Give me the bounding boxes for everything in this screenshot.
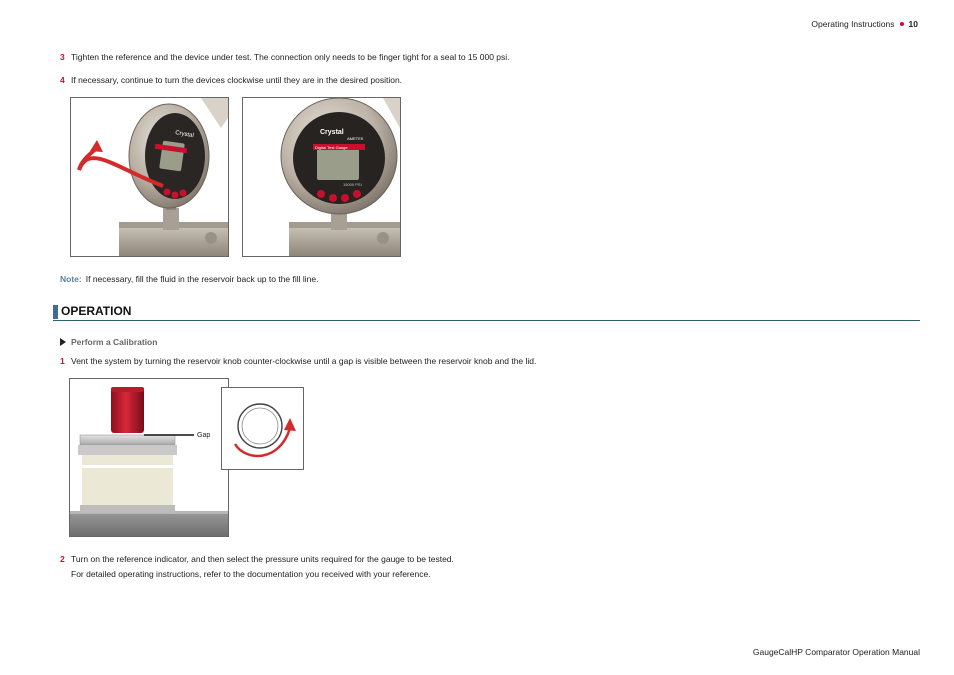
page-number: 10: [908, 19, 918, 29]
gap-label: Gap: [197, 432, 211, 439]
gauge2-maker-text: AMETEK: [347, 136, 364, 141]
gauge-illustration-1: [71, 98, 228, 256]
reservoir-illustration: [70, 379, 228, 536]
page-header: [811, 19, 918, 29]
knob-rotation-illustration: [222, 388, 303, 469]
figure-knob-rotation: [221, 387, 304, 470]
footer-manual-title: GaugeCalHP Comparator Operation Manual: [752, 647, 920, 657]
procedure-title: Perform a Calibration: [71, 337, 158, 347]
procedure-heading: [60, 337, 157, 347]
gauge2-brand-text: Crystal: [320, 129, 344, 136]
bullet-dot-icon: [900, 22, 904, 26]
step-2: 2 Turn on the reference indicator, and then select the pressure units required for the gauge to be tested.: [60, 554, 454, 564]
triangle-right-icon: [60, 338, 66, 346]
figure-reservoir-gap: [69, 378, 229, 537]
step-1: 1 Vent the system by turning the reservoir knob counter-clockwise until a gap is visible between the reservoir knob and the lid.: [60, 356, 537, 366]
note: [60, 274, 319, 284]
gauge2-label-text: Digital Test Gauge: [315, 145, 348, 150]
section-heading: [53, 304, 920, 321]
section-bar: [53, 305, 58, 319]
gauge-brand-text: Crystal: [174, 130, 195, 140]
figure-gauge-turning: [70, 97, 229, 257]
figure-gauge-upright: [242, 97, 401, 257]
section-title: OPERATION: [61, 304, 132, 318]
note-label: Note:: [60, 274, 82, 284]
header-section: Operating Instructions: [811, 19, 895, 29]
gauge2-range-text: 15000 PSI: [343, 182, 362, 187]
step-4: 4 If necessary, continue to turn the devices clockwise until they are in the desired position.: [60, 75, 403, 85]
gauge-illustration-2: [243, 98, 400, 256]
step-3: 3 Tighten the reference and the device under test. The connection only needs to be finger tight for a seal to 15 000 psi.: [60, 52, 510, 62]
step-2-subtext: For detailed operating instructions, refer to the documentation you received with your reference.: [71, 569, 431, 579]
note-text: If necessary, fill the fluid in the reservoir back up to the fill line.: [85, 274, 319, 284]
